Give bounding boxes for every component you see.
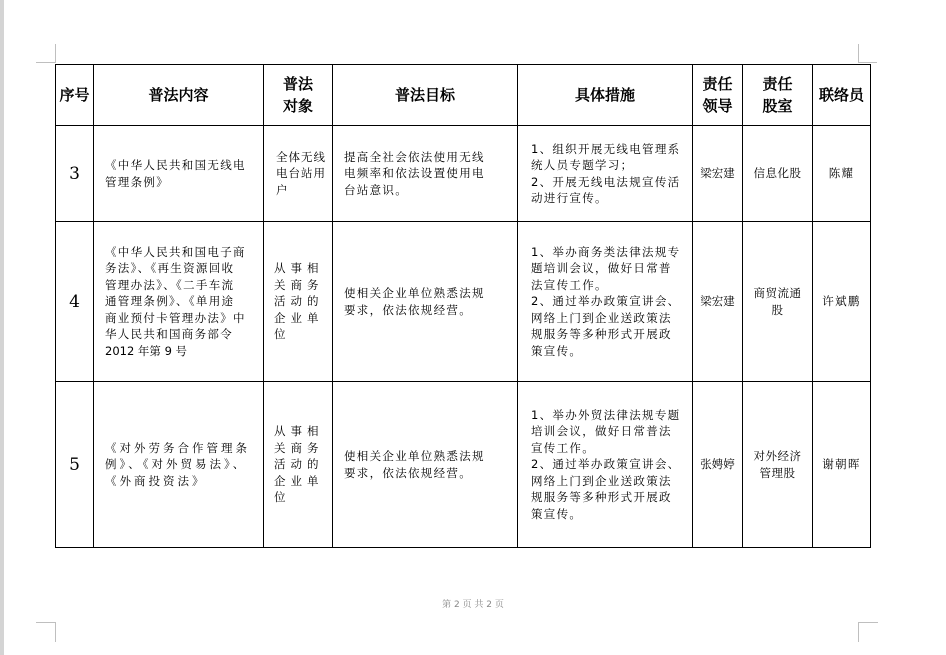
table-header-row	[56, 65, 871, 126]
page-indicator: 第 2 页 共 2 页	[442, 600, 504, 610]
table-row	[56, 382, 871, 548]
header-content: 普法内容	[94, 65, 264, 126]
header-goal: 普法目标	[333, 65, 518, 126]
row-leader: 梁宏建	[693, 222, 743, 382]
header-department: 责任 股室	[743, 65, 813, 126]
row-department: 信息化股	[743, 126, 813, 222]
row-goal: 提高全社会依法使用无线 电频率和依法设置使用电 台站意识。	[333, 126, 518, 222]
table-row	[56, 126, 871, 222]
row-content: 《对外劳务合作管理条 例》、《对外贸易法》、 《外商投资法》	[94, 382, 264, 548]
crop-mark-top-left-v	[55, 44, 56, 63]
row-index: 3	[56, 126, 94, 222]
row-index: 5	[56, 382, 94, 548]
table-row	[56, 222, 871, 382]
row-measures: 1、举办外贸法律法规专题 培训会议，做好日常普法 宣传工作。 2、通过举办政策宣讲会、 网络上门到企业送政策法 规服务等多种形式开展政 策宣传。	[518, 382, 693, 548]
row-index: 4	[56, 222, 94, 382]
header-target-audience: 普法 对象	[264, 65, 333, 126]
row-goal: 使相关企业单位熟悉法规 要求，依法依规经营。	[333, 382, 518, 548]
crop-mark-top-right-v	[858, 44, 859, 63]
crop-mark-top-left-h	[36, 62, 55, 63]
row-content: 《中华人民共和国电子商 务法》、《再生资源回收 管理办法》、《二手车流 通管理条例》、《单用途 商业预付卡管理办法》中 华人民共和国商务部令 2012 年第 9 号	[94, 222, 264, 382]
legal-publicity-plan-table	[55, 64, 871, 548]
crop-mark-bottom-left-v	[55, 622, 56, 642]
row-department: 对外经济 管理股	[743, 382, 813, 548]
row-department: 商贸流通 股	[743, 222, 813, 382]
row-liaison: 谢朝晖	[813, 382, 871, 548]
row-content: 《中华人民共和国无线电 管理条例》	[94, 126, 264, 222]
crop-mark-bottom-left-h	[36, 622, 55, 623]
row-measures: 1、举办商务类法律法规专 题培训会议，做好日常普 法宣传工作。 2、通过举办政策宣讲会、 网络上门到企业送政策法 规服务等多种形式开展政 策宣传。	[518, 222, 693, 382]
header-measures: 具体措施	[518, 65, 693, 126]
row-liaison: 陈耀	[813, 126, 871, 222]
row-liaison: 许斌鹏	[813, 222, 871, 382]
crop-mark-top-right-h	[858, 62, 877, 63]
row-target-audience: 从事相 关商务 活动的 企业单 位	[264, 382, 333, 548]
header-leader: 责任 领导	[693, 65, 743, 126]
row-leader: 梁宏建	[693, 126, 743, 222]
row-measures: 1、组织开展无线电管理系 统人员专题学习； 2、开展无线电法规宣传活 动进行宣传。	[518, 126, 693, 222]
header-liaison: 联络员	[813, 65, 871, 126]
row-target-audience: 从事相 关商务 活动的 企业单 位	[264, 222, 333, 382]
document-left-margin-bar	[0, 0, 4, 655]
row-target-audience: 全体无线 电台站用 户	[264, 126, 333, 222]
header-index: 序号	[56, 65, 94, 126]
row-leader: 张娉婷	[693, 382, 743, 548]
crop-mark-bottom-right-h	[858, 622, 878, 623]
crop-mark-bottom-right-v	[858, 622, 859, 642]
row-goal: 使相关企业单位熟悉法规 要求，依法依规经营。	[333, 222, 518, 382]
